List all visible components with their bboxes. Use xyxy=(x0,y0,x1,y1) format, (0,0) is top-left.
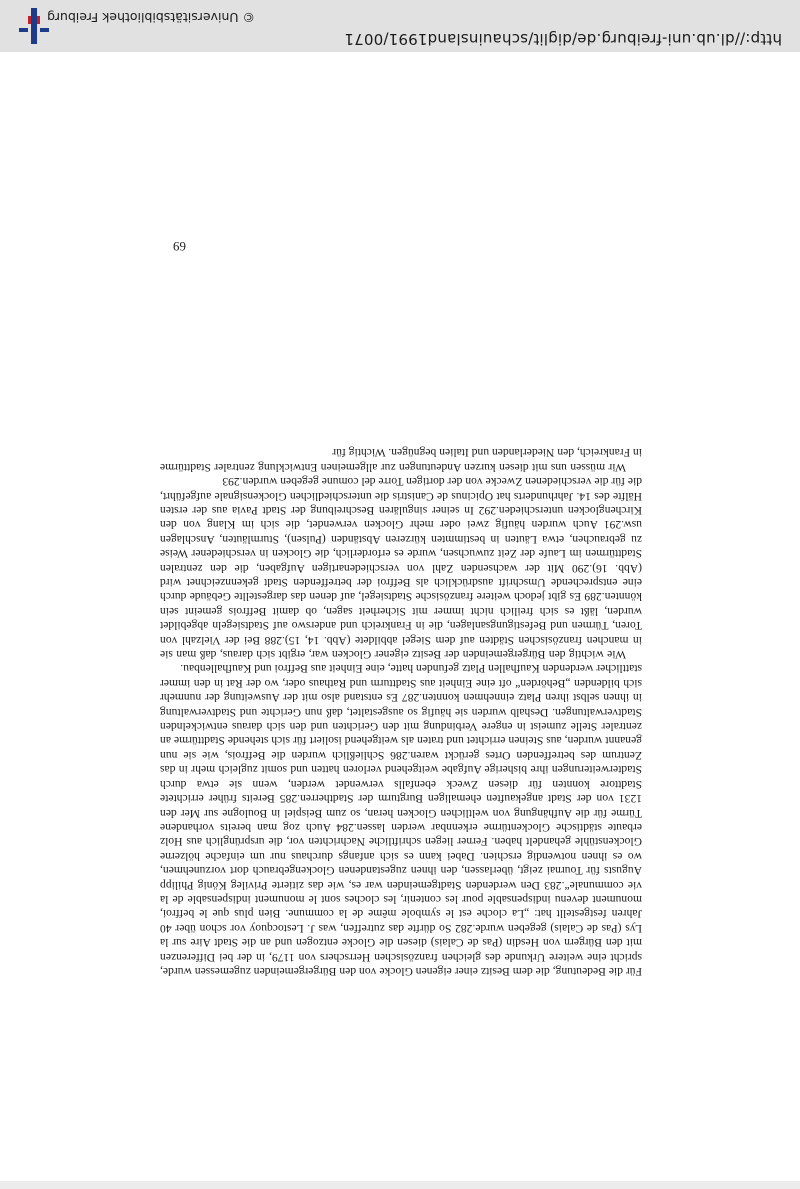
footer-bar xyxy=(0,0,800,52)
paragraph: Für die Bedeutung, die dem Besitz einer eigenen Glocke von den Bürgergemeinden zugemessen wurde, spricht eine weitere Urkunde des gleichen französischen Herrschers von 1179, in der bei Differenzen mit den Bürgern von Hesdin (Pas de Calais) diesen die Glocke entzogen und an die Stadt Aire sur la Lys (Pas de Calais) gegeben wurde.282 So dürfte das zutreffen, was J. Lestocquoy vor schon über 40 Jahren festgestellt hat: „La cloche est le symbole même de la commune. Bien plus que le beffroi, monument devenu indispensable pour les contenir, les cloches sont le monument indispensable de la vie communale“.283 Den werdenden Stadtgemeinden war es, wie das zitierte Privileg König Philipp Augusts für Tournai zeigt, überlassen, den ihnen zugestandenen Glockengebrauch dort vorzunehmen, wo es ihnen notwendig erschien. Dabei kann es sich anfangs durchaus nur um einfache hölzerne Glockenstühle gehandelt haben. Ferner liegen schriftliche Nachrichten vor, die ursprünglich aus Holz erbaute städtische Glockentürme erkennbar werden lassen.284 Auch zog man bereits vorhandene Türme für die Aufhängung von weltlichen Glocken heran, so zum Beispiel in Boulogne sur Mer den 1231 von der Stadt angekauften ehemaligen Burgturm der Stadtherren.285 Bereits früher errichtete Stadttore konnten für diesen Zweck ebenfalls verwendet werden, wenn sie etwa durch Stadterweiterungen ihre bisherige Aufgabe weitgehend verloren hatten und somit zugleich mehr in das Zentrum des betreffenden Ortes gerückt waren.286 Schließlich wurden die Beffrois, wie sie nun genannt wurden, aus Steinen errichtet und traten als weitgehend isoliert für sich stehende Stadttürme an zentraler Stelle zumeist in engere Verbindung mit den Gerichten und den sich daraus entwickelnden Stadtverwaltungen. Deshalb wurden sie häufig so ausgestaltet, daß nun Gerichte und Stadtverwaltung in ihnen selbst ihren Platz einnehmen konnten.287 Es entstand also mit der Ausweitung der nunmehr sich bildenden „Behörden“ oft eine Einheit aus Stadtturm und Rathaus oder, wo der Rat in den immer stattlicher werdenden Kaufhallen Platz gefunden hatte, eine Einheit aus Beffroi und Kaufhallenbau. xyxy=(160,662,642,978)
body-text xyxy=(160,445,642,978)
paragraph: Wir müssen uns mit diesen kurzen Andeutungen zur allgemeinen Entwicklung zentraler Stadttürme in Frankreich, den Niederlanden und Italien begnügen. Wichtig für xyxy=(160,446,642,474)
copyright-notice: © Universitätsbibliothek Freiburg xyxy=(47,10,255,25)
page-number: 69 xyxy=(173,239,186,254)
paragraph: Wie wichtig den Bürgergemeinden der Besitz eigener Glocken war, ergibt sich daraus, daß man sie in manchen französischen Städten auf dem Siegel abbildete (Abb. 14, 15).288 Bei der Vielzahl von Toren, Türmen und Befestigungsanlagen, die in Frankreich und anderswo auf Stadtsiegeln abgebildet wurden, läßt es sich freilich nicht immer mit Sicherheit sagen, ob damit Beffrois gemeint sein könnten.289 Es gibt jedoch weitere französische Stadtsiegel, auf denen das dargestellte Gebäude durch eine entsprechende Umschrift ausdrücklich als Beffroi der betreffenden Stadt gekennzeichnet wird (Abb. 16).290 Mit der wachsenden Zahl von verschiedenartigen Aufgaben, die den zentralen Stadttürmen im Laufe der Zeit zuwuchsen, wurde es erforderlich, die Glocken in verschiedener Weise zu gebrauchen, etwa Läuten in bestimmten kürzeren Abständen (Pulsen), Sturmläuten, Anschlagen usw.291 Auch wurden häufig zwei oder mehr Glocken verwendet, die sich im Klang von den Kirchenglocken unterschieden.292 In seiner singulären Beschreibung der Stadt Pavia aus der ersten Hälfte des 14. Jahrhunderts hat Opicinus de Canistris die unterschiedlichen Glockensignale aufgeführt, die für die verschiedenen Zwecke von der dortigen Torre del comune gegeben wurden.293 xyxy=(160,475,642,662)
source-link[interactable]: http://dl.ub.uni-freiburg.de/diglit/schauinsland1991/0071 xyxy=(344,30,782,48)
ub-freiburg-logo-icon xyxy=(16,6,52,46)
scan-edge xyxy=(0,1181,800,1189)
